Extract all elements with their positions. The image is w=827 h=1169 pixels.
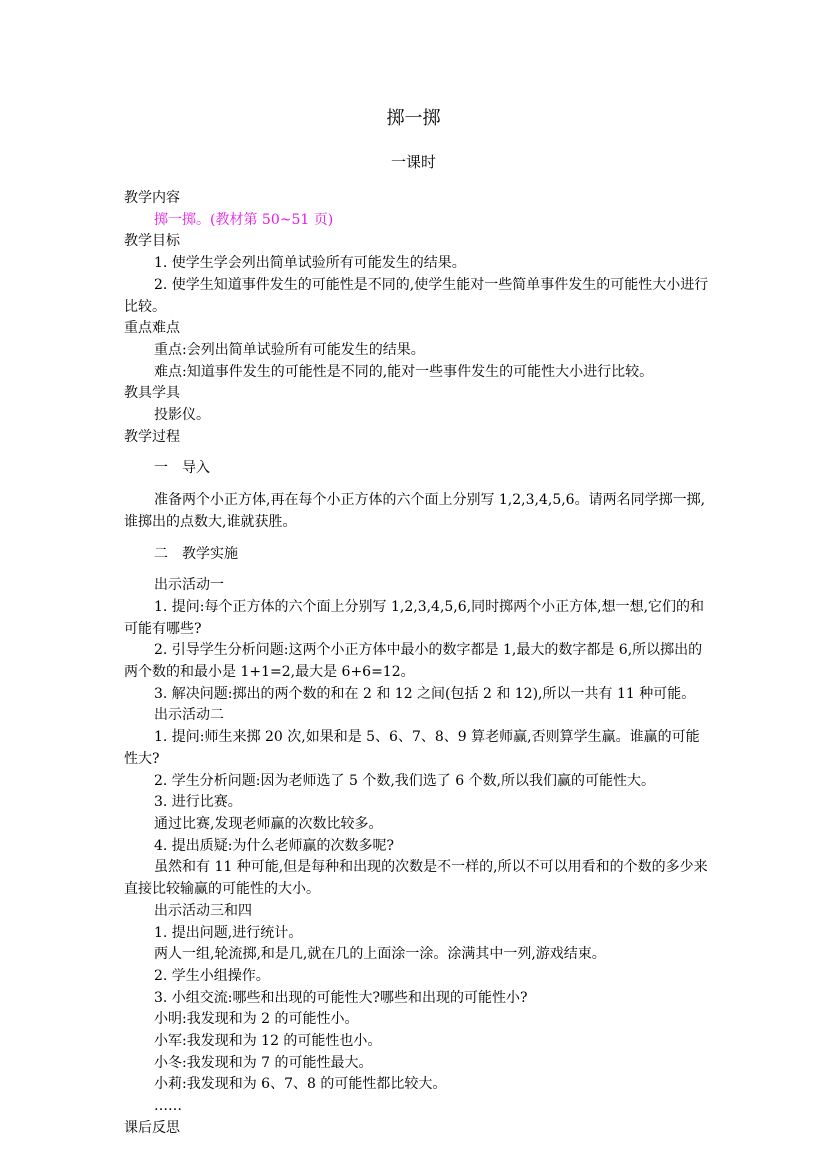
activity34-item-5: 小明:我发现和为 2 的可能性小。 — [154, 1011, 359, 1028]
activity34-item-4: 3. 小组交流:哪些和出现的可能性大?哪些和出现的可能性小? — [154, 989, 528, 1006]
content-text: 掷一掷。(教材第 50~51 页) — [154, 211, 334, 228]
activity34-item-3: 2. 学生小组操作。 — [154, 967, 270, 984]
goal-2: 2. 使学生知道事件发生的可能性是不同的,使学生能对一些简单事件发生的可能性大小进行比较。 — [124, 276, 709, 315]
ellipsis: …… — [154, 1098, 182, 1115]
step1-text: 准备两个小正方体,再在每个小正方体的六个面上分别写 1,2,3,4,5,6。请两名同学掷一掷,谁掷出的点数大,谁就获胜。 — [124, 492, 706, 530]
activity34-item-8: 小莉:我发现和为 6、7、8 的可能性都比较大。 — [154, 1076, 447, 1093]
activity2-heading: 出示活动二 — [154, 707, 224, 724]
step1-heading: 一 导入 — [154, 460, 210, 477]
doc-body — [124, 188, 709, 1140]
activity2-item-5: 4. 提出质疑:为什么老师赢的次数多呢? — [154, 837, 395, 854]
goals-heading: 教学目标 — [124, 233, 180, 250]
activity2-item-6: 虽然和有 11 种可能,但是每种和出现的次数是不一样的,所以不可以用看和的个数的多少来直接比较输赢的可能性的大小。 — [124, 859, 708, 898]
process-heading: 教学过程 — [124, 428, 180, 445]
activity2-item-3: 3. 进行比赛。 — [154, 794, 242, 811]
doc-title: 掷一掷 — [386, 108, 441, 129]
doc-subtitle: 一课时 — [390, 153, 436, 171]
activity34-item-6: 小军:我发现和为 12 的可能性也小。 — [154, 1033, 382, 1050]
activity1-item-2: 2. 引导学生分析问题:这两个小正方体中最小的数字都是 1,最大的数字都是 6,所以掷出的两个数的和最小是 1+1=2,最大是 6+6=12。 — [124, 642, 703, 681]
activity2-item-4: 通过比赛,发现老师赢的次数比较多。 — [154, 815, 383, 832]
activity2-item-2: 2. 学生分析问题:因为老师选了 5 个数,我们选了 6 个数,所以我们赢的可能性大。 — [154, 772, 656, 789]
goal-1: 1. 使学生学会列出简单试验所有可能发生的结果。 — [154, 255, 466, 272]
activity34-item-1: 1. 提出问题,进行统计。 — [154, 924, 303, 941]
activity34-heading: 出示活动三和四 — [154, 902, 252, 919]
difficult-point: 难点:知道事件发生的可能性是不同的,能对一些事件发生的可能性大小进行比较。 — [154, 363, 654, 380]
step2-heading: 二 教学实施 — [154, 545, 238, 562]
content-heading: 教学内容 — [124, 190, 180, 206]
activity34-item-7: 小冬:我发现和为 7 的可能性最大。 — [154, 1054, 373, 1071]
tools-heading: 教具学具 — [124, 385, 180, 402]
activity34-item-2: 两人一组,轮流掷,和是几,就在几的上面涂一涂。涂满其中一列,游戏结束。 — [154, 946, 606, 963]
tools-text: 投影仪。 — [154, 407, 210, 424]
activity1-item-3: 3. 解决问题:掷出的两个数的和在 2 和 12 之间(包括 2 和 12),所以一共有 11 种可能。 — [154, 685, 696, 702]
reflection-heading: 课后反思 — [124, 1119, 180, 1136]
key-point: 重点:会列出简单试验所有可能发生的结果。 — [154, 341, 425, 358]
key-heading: 重点难点 — [124, 320, 180, 337]
activity2-item-1: 1. 提问:师生来掷 20 次,如果和是 5、6、7、8、9 算老师赢,否则算学生赢。谁赢的可能性大? — [124, 729, 700, 767]
activity1-heading: 出示活动一 — [154, 577, 224, 594]
activity1-item-1: 1. 提问:每个正方体的六个面上分别写 1,2,3,4,5,6,同时掷两个小正方体,想一想,它们的和可能有哪些? — [124, 598, 705, 637]
